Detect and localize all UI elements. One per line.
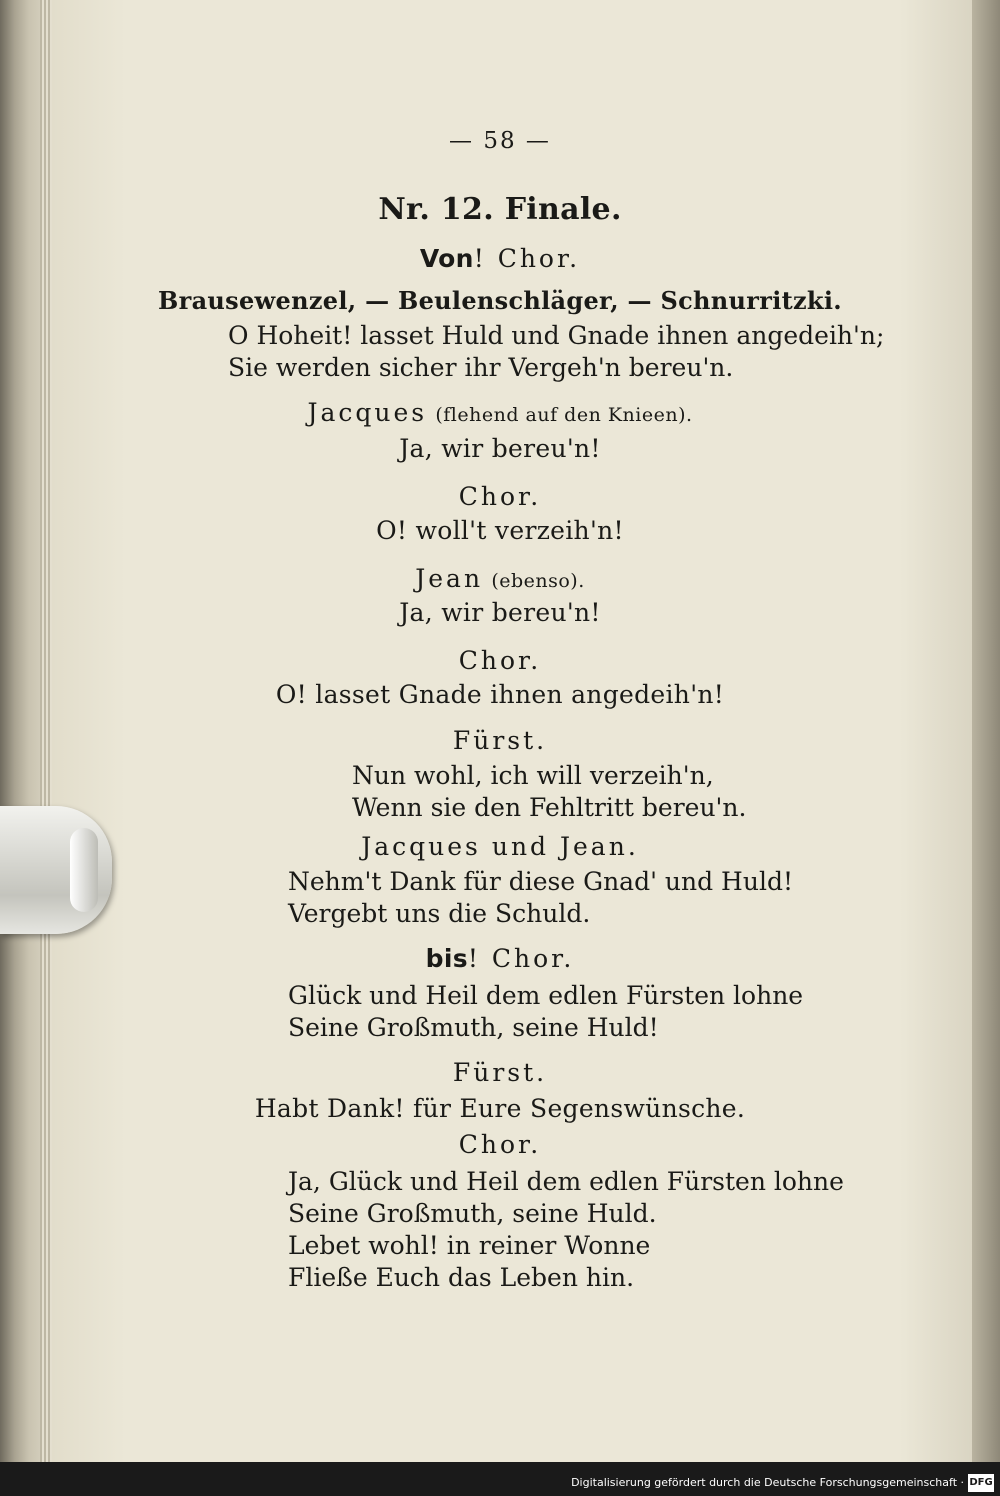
verse-line: Nehm't Dank für diese Gnad' und Huld! [288, 867, 794, 896]
paper-clip-highlight [70, 828, 98, 912]
chor-heading-2 [0, 944, 1000, 973]
speaker-fuerst: Fürst. [452, 726, 548, 755]
speaker-jacques-und-jean: Jacques und Jean. [361, 832, 639, 861]
section-title: Nr. 12. Finale. [378, 192, 622, 227]
footer-bar [0, 1474, 1000, 1496]
stage-direction: (ebenso). [491, 570, 585, 592]
cue-chor-label: ! Chor. [473, 244, 581, 273]
dfg-logo: DFG [968, 1474, 994, 1492]
footer-credit: Digitalisierung gefördert durch die Deutsche Forschungsgemeinschaft · [571, 1476, 964, 1489]
verse-line: Ja, Glück und Heil dem edlen Fürsten lohne [288, 1167, 844, 1196]
verse-1 [228, 320, 884, 384]
verse-line: Lebet wohl! in reiner Wonne [288, 1231, 651, 1260]
verse-line: Seine Großmuth, seine Huld! [288, 1013, 659, 1042]
verse-line: Seine Großmuth, seine Huld. [288, 1199, 657, 1228]
verse-line: O Hoheit! lasset Huld und Gnade ihnen angedeih'n; [228, 321, 885, 350]
verse-line: Nun wohl, ich will verzeih'n, [352, 761, 714, 790]
speaker-chor: Chor. [458, 646, 542, 675]
speakers-line: Brausewenzel, — Beulenschläger, — Schnurritzki. [158, 286, 842, 315]
speaker-chor: Chor. [458, 1130, 542, 1159]
page-number: — 58 — [449, 128, 551, 154]
verse-line: Sie werden sicher ihr Vergeh'n bereu'n. [228, 353, 734, 382]
cue-von: Von [419, 244, 474, 273]
speaker-jacques [0, 398, 1000, 427]
speaker-name: Jacques [307, 398, 428, 427]
chor-line: O! lasset Gnade ihnen angedeih'n! [275, 680, 725, 709]
speaker-fuerst: Fürst. [452, 1058, 548, 1087]
stage-direction: (flehend auf den Knieen). [435, 404, 693, 426]
speaker-name: Jean [415, 564, 484, 593]
cue-bis: bis [425, 944, 468, 973]
verse-line: Wenn sie den Fehltritt bereu'n. [352, 793, 747, 822]
jean-line: Ja, wir bereu'n! [399, 598, 601, 627]
paper-clip [0, 806, 112, 934]
chor-line: O! woll't verzeih'n! [376, 516, 624, 545]
verse-line: Fließe Euch das Leben hin. [288, 1263, 635, 1292]
cue-chor-label: ! Chor. [467, 944, 575, 973]
speaker-jean [0, 564, 1000, 593]
fuerst-line: Habt Dank! für Eure Segenswünsche. [254, 1094, 746, 1123]
fuerst-verse [352, 760, 746, 824]
chor-heading-1 [0, 244, 1000, 273]
jacques-line: Ja, wir bereu'n! [399, 434, 601, 463]
speaker-chor: Chor. [458, 482, 542, 511]
jacques-jean-verse [288, 866, 793, 930]
verse-line: Vergebt uns die Schuld. [288, 899, 591, 928]
verse-line: Glück und Heil dem edlen Fürsten lohne [288, 981, 804, 1010]
chor-verse-3 [288, 980, 803, 1044]
chor-verse-4 [288, 1166, 844, 1294]
